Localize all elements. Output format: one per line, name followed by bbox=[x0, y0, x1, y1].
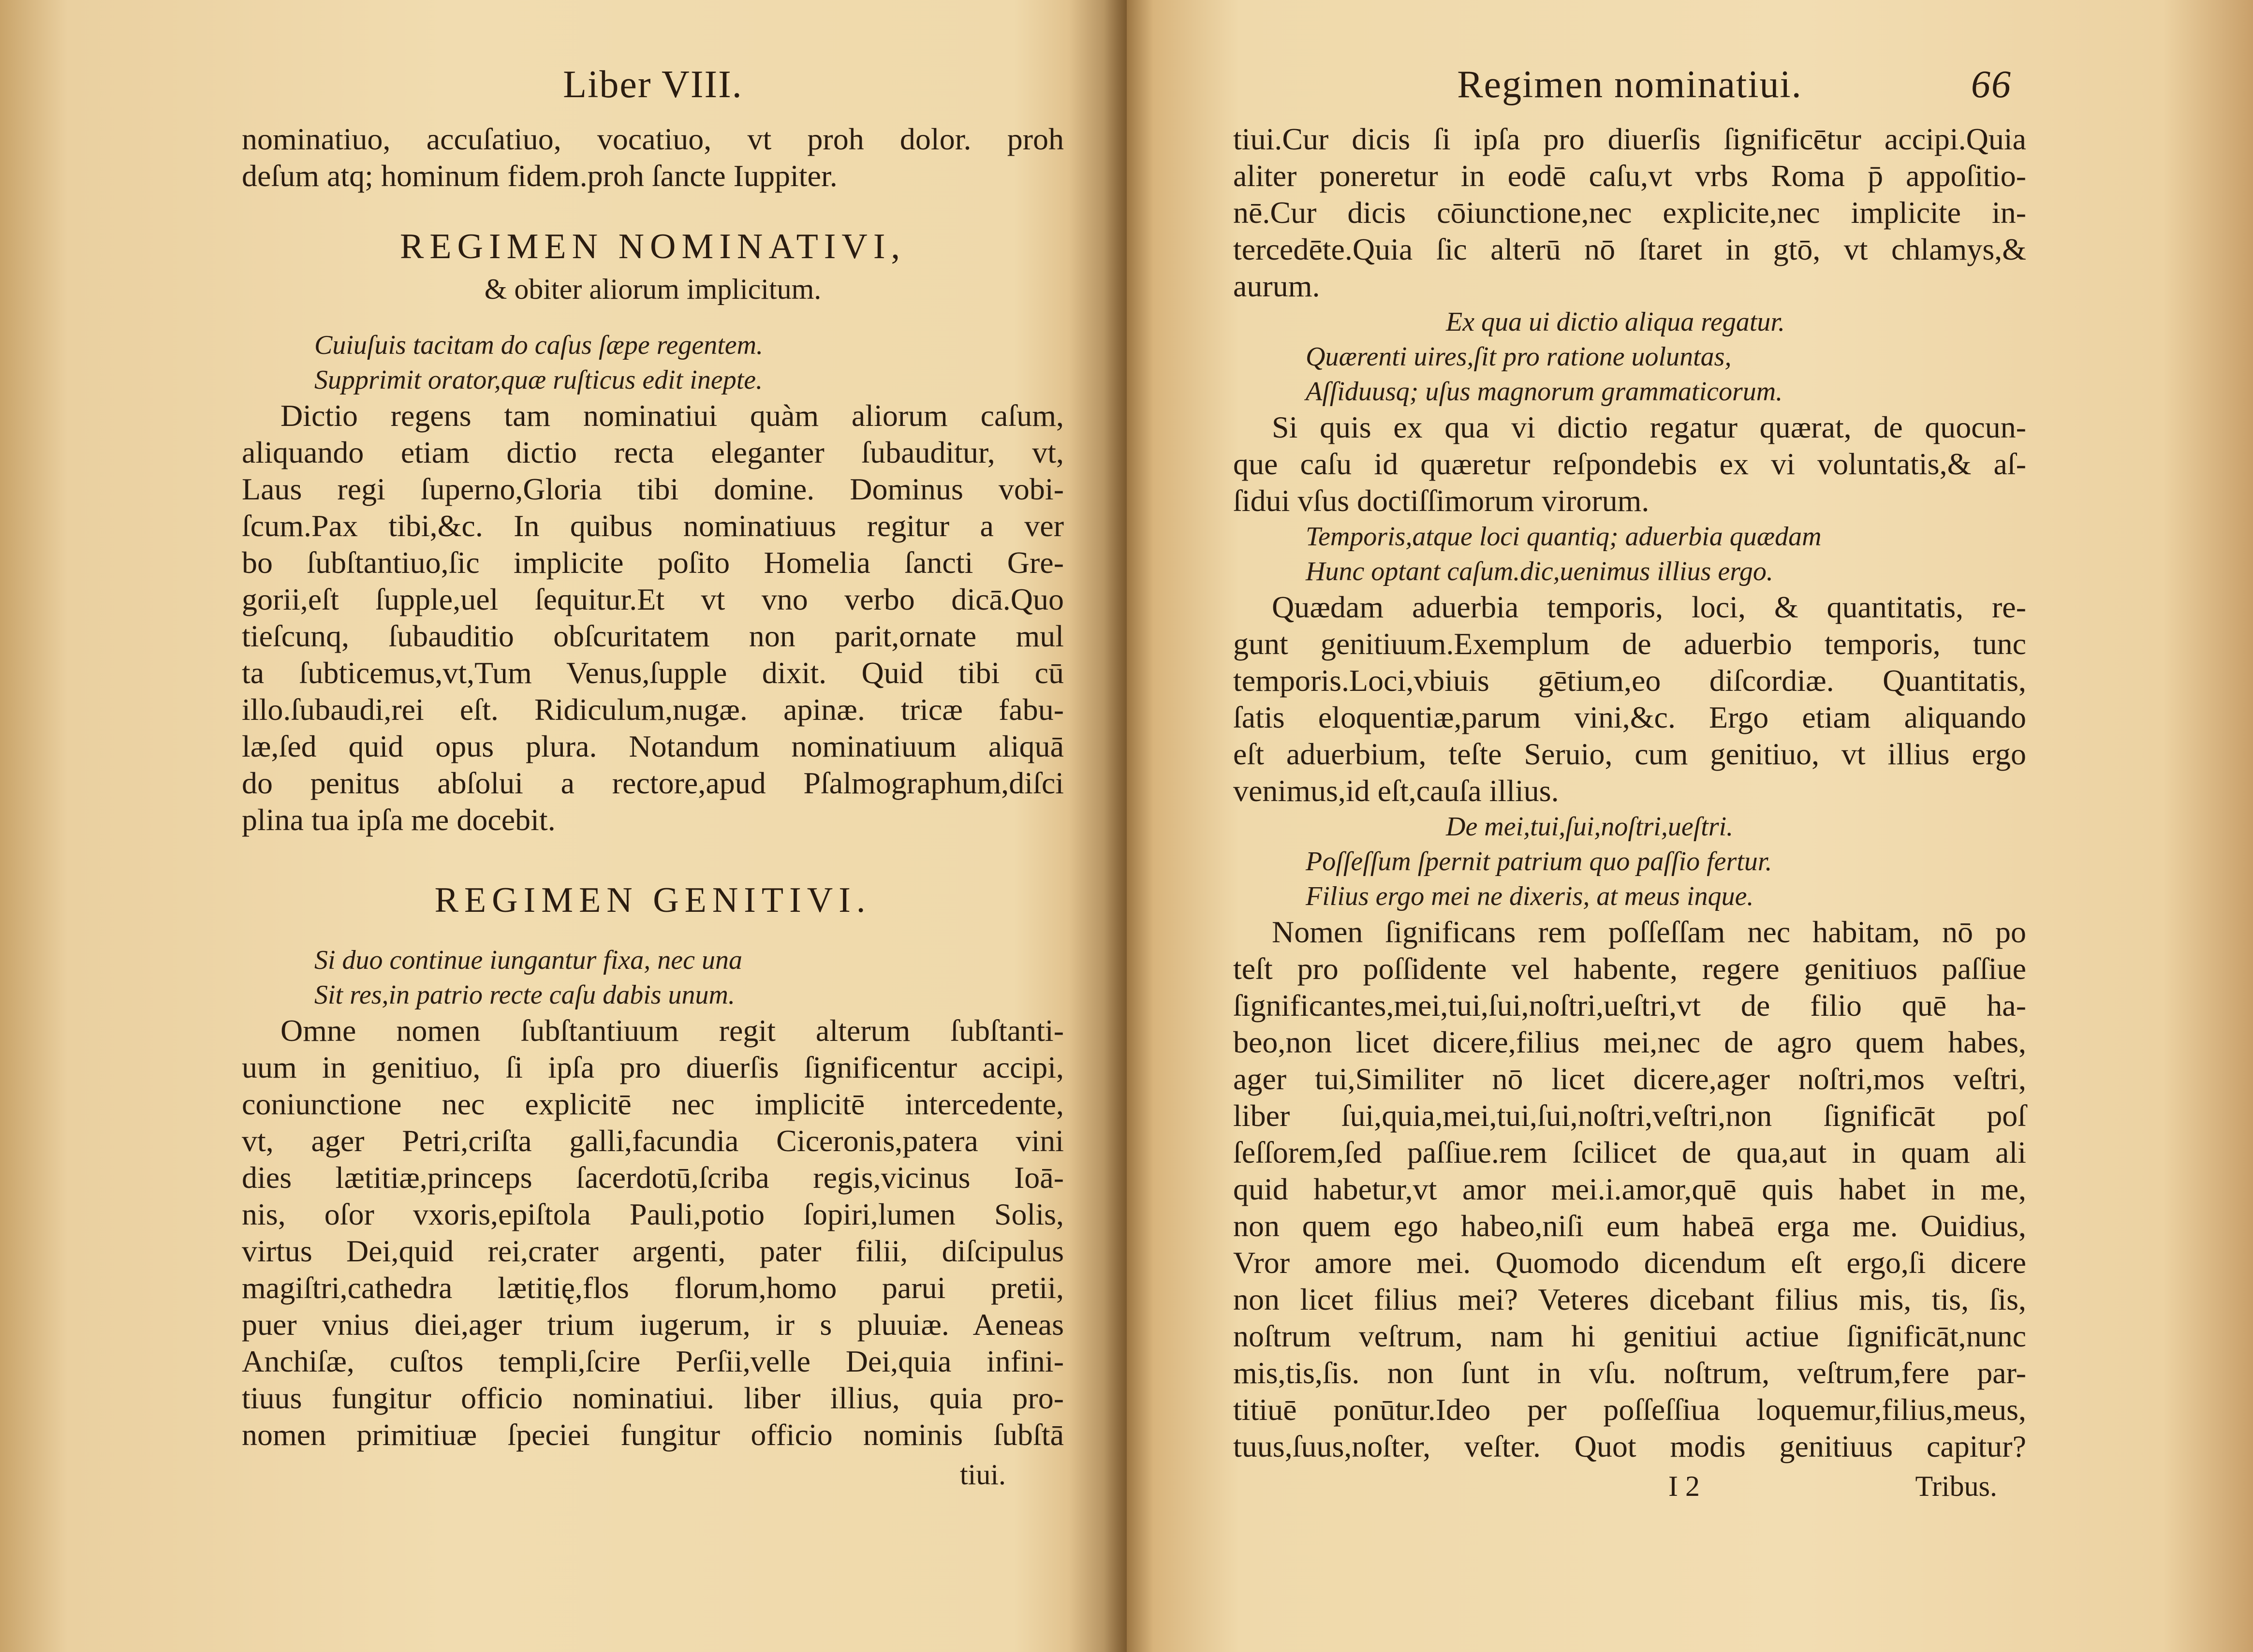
text-line: Omne nomen ſubſtantiuum regit alterum ſubſtanti- bbox=[280, 1013, 1064, 1048]
text-line: beo,non licet dicere,filius mei,nec de agro quem habes, bbox=[1233, 1025, 2026, 1059]
section-subheading: & obiter aliorum implicitum. bbox=[484, 273, 822, 305]
text-line: Dictio regens tam nominatiui quàm aliorum caſum, bbox=[280, 398, 1064, 433]
verse-heading: Ex qua ui dictio aliqua regatur. bbox=[1446, 307, 1785, 337]
text-line: uum in genitiuo, ſi ipſa pro diuerſis ſignificentur accipi, bbox=[242, 1050, 1064, 1084]
signature-mark: I 2 bbox=[1668, 1470, 1700, 1502]
text-line: tiui.Cur dicis ſi ipſa pro diuerſis ſignificētur accipi.Quia bbox=[1233, 122, 2026, 156]
text-line: non licet filius mei? Veteres dicebant filius mis, tis, ſis, bbox=[1233, 1282, 2026, 1316]
text-line: gorii,eſt ſupple,uel ſequitur.Et vt vno verbo dicā.Quo bbox=[242, 582, 1064, 616]
catchword: tiui. bbox=[959, 1459, 1006, 1491]
text-line: ſidui vſus doctiſſimorum virorum. bbox=[1233, 483, 1649, 518]
right-catchword-line bbox=[1233, 1470, 2026, 1508]
text-line: Laus regi ſuperno,Gloria tibi domine. Dominus vobi- bbox=[242, 472, 1064, 506]
text-line: tiuus fungitur officio nominatiui. liber illius, quia pro- bbox=[242, 1381, 1064, 1415]
section-heading: REGIMEN GENITIVI. bbox=[434, 880, 871, 920]
text-line: dies lætitiæ,princeps ſacerdotū,ſcriba regis,vicinus Ioā- bbox=[242, 1160, 1064, 1195]
text-line: aurum. bbox=[1233, 269, 1320, 303]
text-line: ſatis eloquentiæ,parum vini,&c. Ergo etiam aliquando bbox=[1233, 700, 2026, 734]
text-line: gunt genitiuum.Exemplum de aduerbio temporis, tunc bbox=[1233, 627, 2026, 661]
text-line: aliquando etiam dictio recta eleganter ſubauditur, vt, bbox=[242, 435, 1064, 469]
text-line: vt, ager Petri,criſta galli,facundia Ciceronis,patera vini bbox=[242, 1124, 1064, 1158]
text-line: Si quis ex qua vi dictio regatur quærat, de quocun- bbox=[1272, 410, 2026, 444]
text-line: aliter poneretur in eodē caſu,vt vrbs Roma p̄ appoſitio- bbox=[1233, 159, 2026, 193]
verse-line: Supprimit orator,quæ ruſticus edit inepte. bbox=[314, 365, 763, 395]
text-line: puer vnius diei,ager trium iugerum, ir s pluuiæ. Aeneas bbox=[242, 1307, 1064, 1342]
text-line: nē.Cur dicis cōiunctione,nec explicite,nec implicite in- bbox=[1233, 195, 2026, 230]
text-line: deſum atq; hominum fidem.proh ſancte Iuppiter. bbox=[242, 159, 838, 193]
text-line: noſtrum veſtrum, nam hi genitiui actiue ſignificāt,nunc bbox=[1233, 1319, 2026, 1353]
left-running-head bbox=[242, 63, 1064, 121]
text-line: ta ſubticemus,vt,Tum Venus,ſupple dixit. Quid tibi cū bbox=[242, 656, 1064, 690]
text-line: nominatiuo, accuſatiuo, vocatiuo, vt proh dolor. proh bbox=[242, 122, 1064, 156]
verse-line: Hunc optant caſum.dic,uenimus illius ergo. bbox=[1306, 556, 1773, 586]
text-line: non quem ego habeo,niſi eum habeā erga me. Ouidius, bbox=[1233, 1209, 2026, 1243]
text-line: nis, oſor vxoris,epiſtola Pauli,potio ſopiri,lumen Solis, bbox=[242, 1197, 1064, 1231]
text-line: ſignificantes,mei,tui,ſui,noſtri,ueſtri,vt de filio quē ha- bbox=[1233, 988, 2026, 1023]
text-line: eſt aduerbium, teſte Seruio, cum genitiuo, vt illius ergo bbox=[1233, 737, 2026, 771]
section-heading: REGIMEN NOMINATIVI, bbox=[399, 227, 906, 266]
text-line: Anchiſæ, cuſtos templi,ſcire Perſii,velle Dei,quia infini- bbox=[242, 1344, 1064, 1378]
text-line: temporis.Loci,vbiuis gētium,eo diſcordiæ. Quantitatis, bbox=[1233, 663, 2026, 698]
text-line: læ,ſed quid opus plura. Notandum nominatiuum aliquā bbox=[242, 729, 1064, 763]
right-page bbox=[1127, 0, 2253, 1652]
text-line: do penitus abſolui a rectore,apud Pſalmographum,diſci bbox=[242, 766, 1064, 800]
text-line: nomen primitiuæ ſpeciei fungitur officio nominis ſubſtā bbox=[242, 1418, 1064, 1452]
text-line: magiſtri,cathedra lætitię,flos florum,homo parui pretii, bbox=[242, 1271, 1064, 1305]
text-line: ſeſſorem,ſed paſſiue.rem ſcilicet de qua,aut in quam ali bbox=[1233, 1135, 2026, 1170]
catchword: Tribus. bbox=[1915, 1470, 1997, 1502]
text-line: tercedēte.Quia ſic alterū nō ſtaret in gtō, vt chlamys,& bbox=[1233, 232, 2026, 266]
verse-line: Cuiuſuis tacitam do caſus ſæpe regentem. bbox=[314, 330, 764, 360]
text-line: Vror amore mei. Quomodo dicendum eſt ergo,ſi dicere bbox=[1233, 1245, 2026, 1280]
verse-line: Quærenti uires,ſit pro ratione uoluntas, bbox=[1306, 342, 1732, 372]
text-line: Nomen ſignificans rem poſſeſſam nec habitam, nō po bbox=[1272, 915, 2026, 949]
text-line: titiuē ponūtur.Ideo per poſſeſſiua loquemur,filius,meus, bbox=[1233, 1392, 2026, 1427]
right-running-head bbox=[1233, 63, 2026, 121]
text-line: illo.ſubaudi,rei eſt. Ridiculum,nugæ. apinæ. tricæ fabu- bbox=[242, 692, 1064, 727]
verse-line: Sit res,in patrio recte caſu dabis unum. bbox=[314, 980, 735, 1010]
text-line: tuus,ſuus,noſter, veſter. Quot modis genitiuus capitur? bbox=[1233, 1429, 2026, 1463]
text-line: teſt pro poſſidente vel habente, regere genitiuos paſſiue bbox=[1233, 951, 2026, 986]
text-line: bo ſubſtantiuo,ſic implicite poſito Homelia ſancti Gre- bbox=[242, 545, 1064, 580]
page-number: 66 bbox=[1971, 63, 2012, 106]
text-line: liber ſui,quia,mei,tui,ſui,noſtri,veſtri,non ſignificāt poſ bbox=[1233, 1098, 2026, 1133]
text-line: ager tui,Similiter nō licet dicere,ager noſtri,mos veſtri, bbox=[1233, 1062, 2026, 1096]
text-line: tieſcunq, ſubauditio obſcuritatem non parit,ornate mul bbox=[242, 619, 1064, 653]
text-line: ſcum.Pax tibi,&c. In quibus nominatiuus regitur a ver bbox=[242, 509, 1064, 543]
running-head-title: Regimen nominatiui. bbox=[1457, 63, 1802, 106]
verse-line: Si duo continue iungantur fixa, nec una bbox=[314, 945, 742, 975]
text-line: coniunctione nec explicitē nec implicitē intercedente, bbox=[242, 1087, 1064, 1121]
verse-line: Aſſiduusq; uſus magnorum grammaticorum. bbox=[1306, 377, 1783, 407]
verse-line: Temporis,atque loci quantiq; aduerbia quædam bbox=[1306, 522, 1822, 552]
verse-line: Poſſeſſum ſpernit patrium quo paſſio fertur. bbox=[1306, 847, 1772, 877]
text-line: plina tua ipſa me docebit. bbox=[242, 803, 556, 837]
right-text-column bbox=[1233, 63, 2026, 1508]
text-line: Quædam aduerbia temporis, loci, & quantitatis, re- bbox=[1272, 590, 2026, 624]
text-line: venimus,id eſt,cauſa illius. bbox=[1233, 774, 1559, 808]
verse-line: Filius ergo mei ne dixeris, at meus inque. bbox=[1306, 881, 1754, 911]
left-text-column bbox=[242, 63, 1064, 1497]
text-line: quid habetur,vt amor mei.i.amor,quē quis habet in me, bbox=[1233, 1172, 2026, 1206]
running-head-title: Liber VIII. bbox=[563, 63, 743, 106]
text-line: que caſu id quæretur reſpondebis ex vi voluntatis,& aſ- bbox=[1233, 447, 2026, 481]
text-line: mis,tis,ſis. non ſunt in vſu. noſtrum, veſtrum,fere par- bbox=[1233, 1356, 2026, 1390]
text-line: virtus Dei,quid rei,crater argenti, pater filii, diſcipulus bbox=[242, 1234, 1064, 1268]
left-catchword-line bbox=[242, 1458, 1064, 1497]
verse-heading: De mei,tui,ſui,noſtri,ueſtri. bbox=[1446, 812, 1734, 842]
